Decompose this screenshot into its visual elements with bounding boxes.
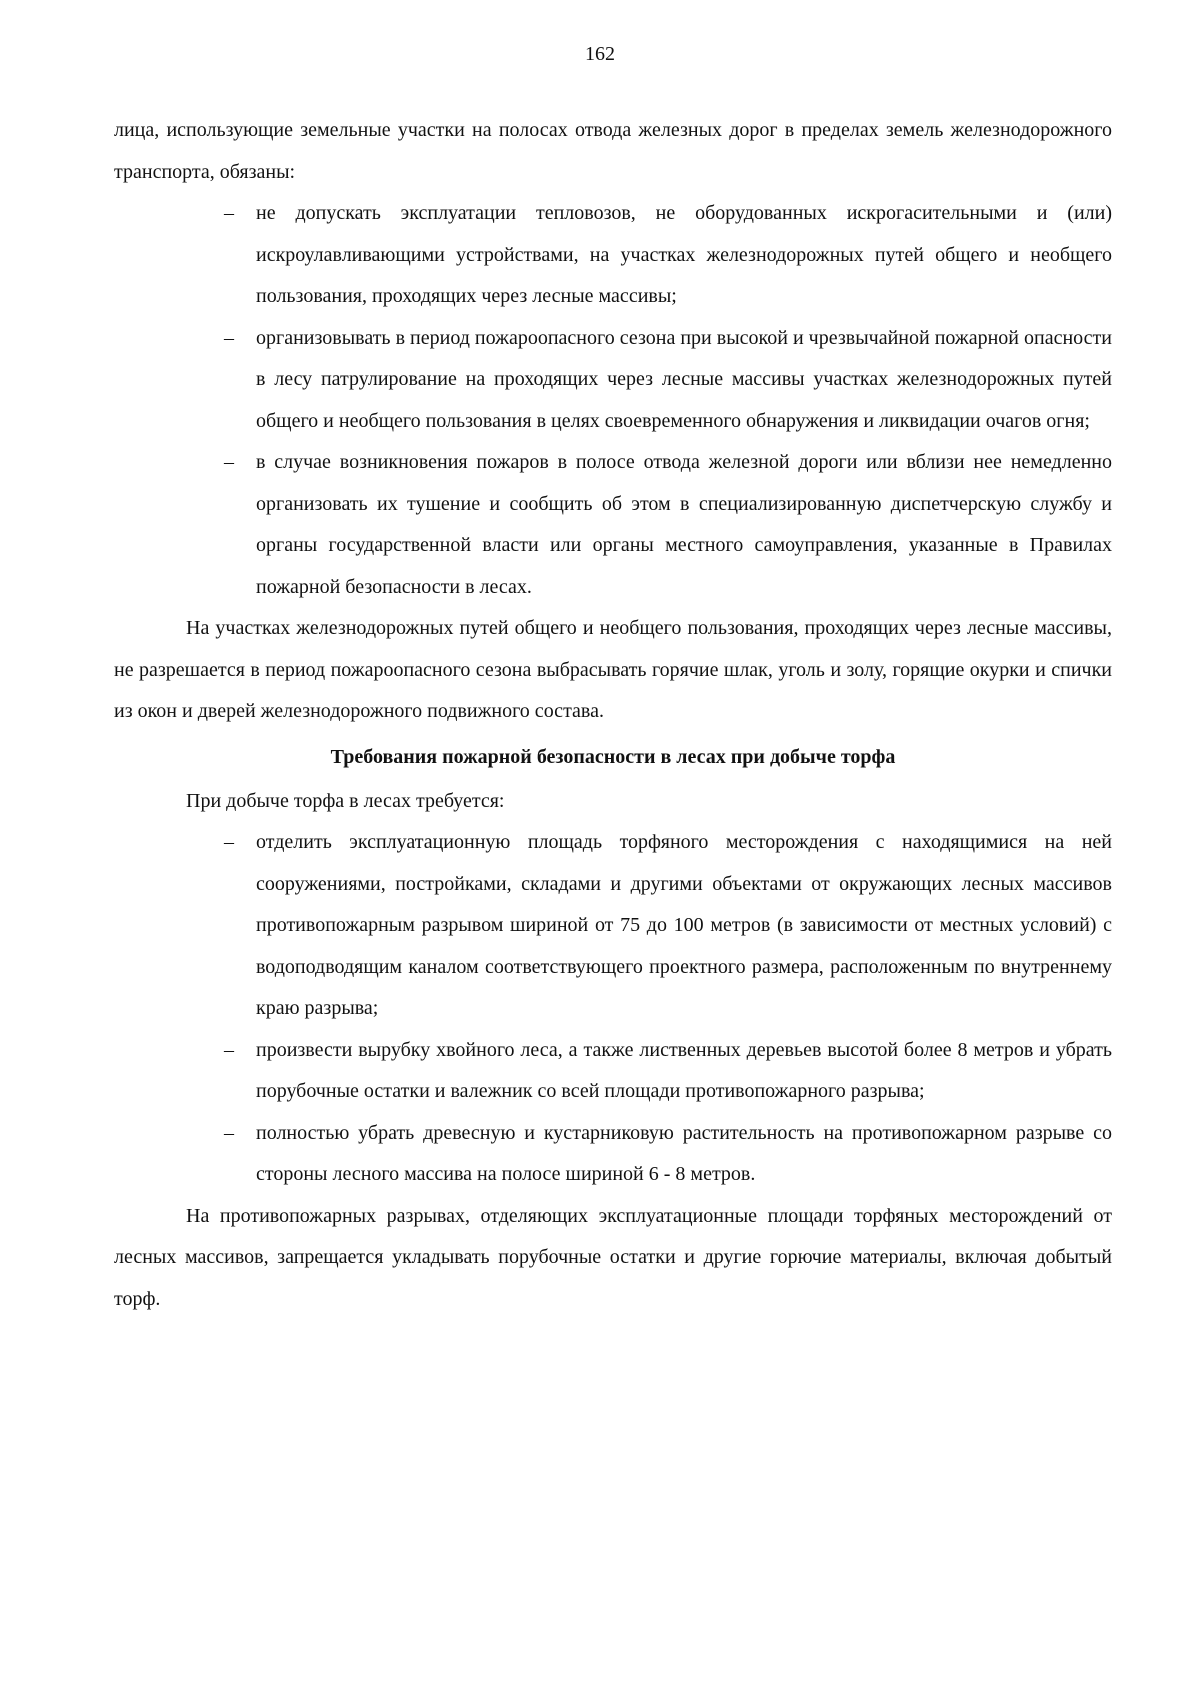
list-item: – отделить эксплуатационную площадь торфяного месторождения с находящимися на ней сооружениями, постройками, складами и другими объектами от окружающих лесных массивов противопожарным разрывом шириной от 75 до 100 метров (в зависимости от местных условий) с водоподводящим каналом соответствующего проектного размера, расположенным по внутреннему краю разрыва; xyxy=(256,822,1112,1030)
list-item: – полностью убрать древесную и кустарниковую растительность на противопожарном разрыве со стороны лесного массива на полосе шириной 6 - 8 метров. xyxy=(256,1113,1112,1196)
page-content xyxy=(114,110,1112,1320)
list-item: – произвести вырубку хвойного леса, а также лиственных деревьев высотой более 8 метров и убрать порубочные остатки и валежник со всей площади противопожарного разрыва; xyxy=(256,1030,1112,1113)
railway-prohibition-paragraph: На участках железнодорожных путей общего и необщего пользования, проходящих через лесные массивы, не разрешается в период пожароопасного сезона выбрасывать горячие шлак, уголь и золу, горящие окурки и спички из окон и дверей железнодорожного подвижного состава. xyxy=(114,617,1112,722)
list-item: – в случае возникновения пожаров в полосе отвода железной дороги или вблизи нее немедленно организовать их тушение и сообщить об этом в специализированную диспетчерскую службу и органы государственной власти или органы местного самоуправления, указанные в Правилах пожарной безопасности в лесах. xyxy=(256,442,1112,608)
peat-closing-paragraph: На противопожарных разрывах, отделяющих эксплуатационные площади торфяных месторождений от лесных массивов, запрещается укладывать порубочные остатки и другие горючие материалы, включая добытый торф. xyxy=(114,1204,1112,1310)
list-item: – не допускать эксплуатации тепловозов, не оборудованных искрогасительными и (или) искроулавливающими устройствами, на участках железнодорожных путей общего и необщего пользования, проходящих через лесные массивы; xyxy=(256,193,1112,318)
peat-requirements-list xyxy=(114,822,1112,1196)
list-item: – организовывать в период пожароопасного сезона при высокой и чрезвычайной пожарной опасности в лесу патрулирование на проходящих через лесные массивы участках железнодорожных путей общего и необщего пользования в целях своевременного обнаружения и ликвидации очагов огня; xyxy=(256,318,1112,443)
intro-paragraph: лица, использующие земельные участки на полосах отвода железных дорог в пределах земель железнодорожного транспорта, обязаны: xyxy=(114,119,1112,183)
page-number: 162 xyxy=(585,43,615,65)
section-title: Требования пожарной безопасности в лесах при добыче торфа xyxy=(330,745,896,768)
peat-lead-paragraph: При добыче торфа в лесах требуется: xyxy=(186,789,505,812)
railway-duties-list xyxy=(114,193,1112,608)
